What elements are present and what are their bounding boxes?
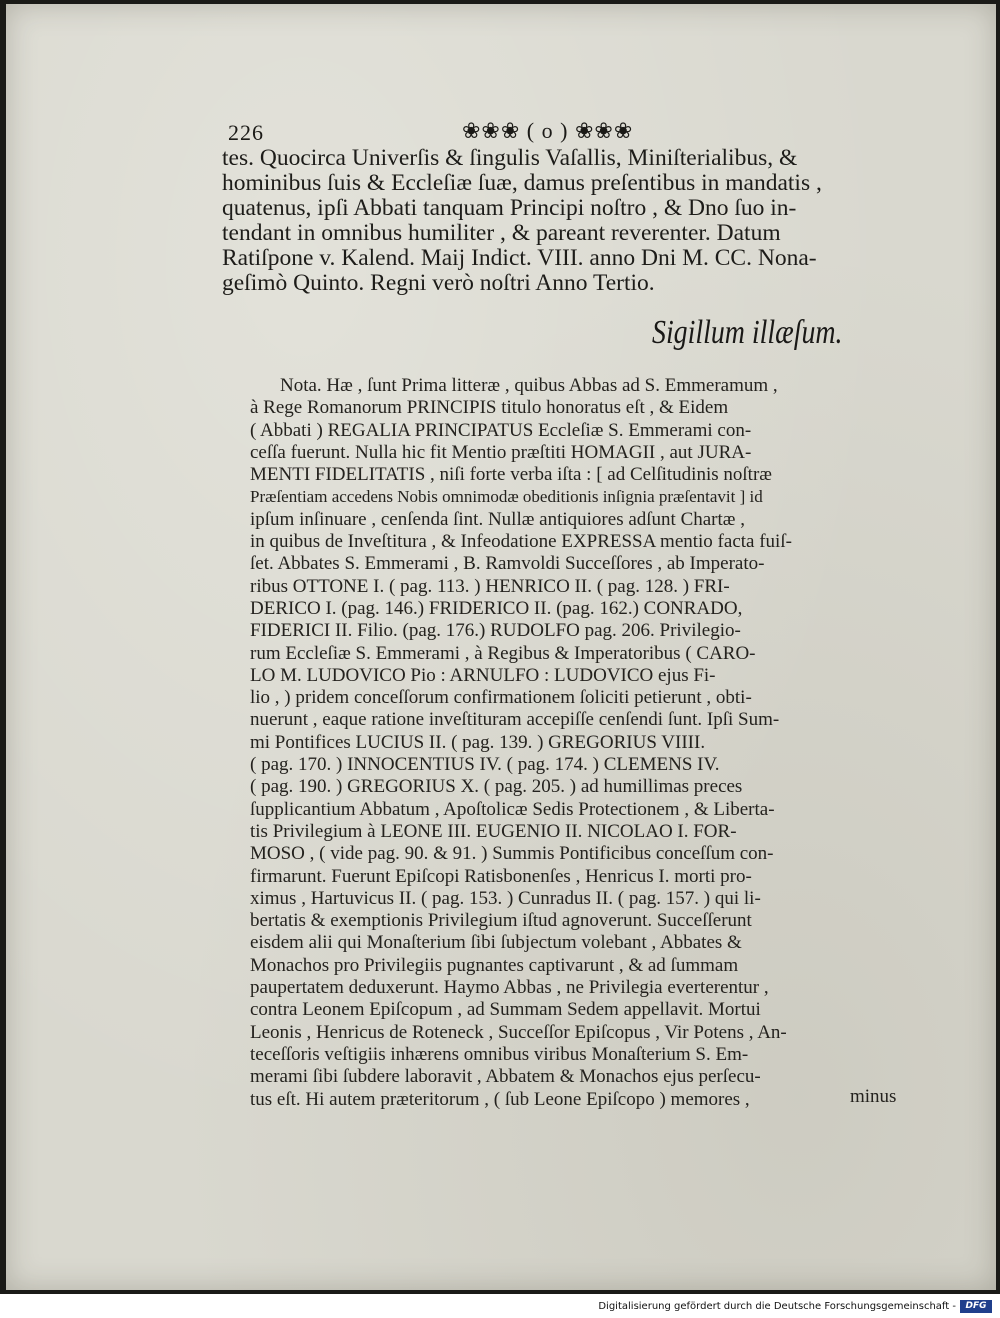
page-header <box>222 118 742 148</box>
main-line: quatenus, ipſi Abbati tanquam Principi noſtro , & Dno ſuo in- <box>222 195 797 221</box>
nota-line: MENTI FIDELITATIS , niſi forte verba iſta : [ ad Celſitudinis noſtræ <box>250 464 772 486</box>
nota-line: mi Pontifices LUCIUS II. ( pag. 139. ) GREGORIUS VIIII. <box>250 731 706 753</box>
main-line: Ratiſpone v. Kalend. Maij Indict. VIII. anno Dni M. CC. Nona- <box>222 245 817 271</box>
catchword: minus <box>850 1086 897 1107</box>
nota-line: tis Privilegium à LEONE III. EUGENIO II. NICOLAO I. FOR- <box>250 820 737 842</box>
nota-line: ribus OTTONE I. ( pag. 113. ) HENRICO II. ( pag. 128. ) FRI- <box>250 575 730 597</box>
nota-line: Monachos pro Privilegiis pugnantes captivarunt , & ad ſummam <box>250 954 739 976</box>
page-number: 226 <box>228 120 264 145</box>
funding-notice: Digitalisierung gefördert durch die Deutsche Forschungsgemeinschaft - <box>598 1301 956 1312</box>
nota-line: paupertatem deduxerunt. Haymo Abbas , ne Privilegia everterentur , <box>250 977 769 999</box>
nota-line: rum Eccleſiæ S. Emmerami , à Regibus & Imperatoribus ( CARO- <box>250 642 756 664</box>
nota-line: in quibus de Inveſtitura , & Infeodatione EXPRESSA mentio facta fuiſ- <box>250 531 792 553</box>
nota-line: MOSO , ( vide pag. 90. & 91. ) Summis Pontificibus conceſſum con- <box>250 843 774 865</box>
nota-block <box>250 375 910 1111</box>
sigillum-heading: Sigillum illæſum. <box>652 314 843 351</box>
nota-line: DERICO I. (pag. 146.) FRIDERICO II. (pag. 162.) CONRADO, <box>250 597 743 619</box>
nota-line: firmarunt. Fuerunt Epiſcopi Ratisbonenſes , Henricus I. morti pro- <box>250 865 752 887</box>
nota-line: tus eſt. Hi autem præteritorum , ( ſub Leone Epiſcopo ) memores , <box>250 1088 750 1110</box>
main-line: hominibus ſuis & Eccleſiæ ſuæ, damus preſentibus in mandatis , <box>222 170 822 196</box>
nota-line: LO M. LUDOVICO Pio : ARNULFO : LUDOVICO ejus Fi- <box>250 664 716 686</box>
nota-line: lio , ) pridem conceſſorum confirmationem ſoliciti petierunt , obti- <box>250 687 752 709</box>
nota-line: ceſſa fuerunt. Nulla hic fit Mentio præſtiti HOMAGII , aut JURA- <box>250 441 752 463</box>
nota-line: contra Leonem Epiſcopum , ad Summam Sedem appellavit. Mortui <box>250 999 761 1021</box>
nota-line: ( pag. 170. ) INNOCENTIUS IV. ( pag. 174. ) CLEMENS IV. <box>250 754 720 776</box>
main-line: geſimò Quinto. Regni verò noſtri Anno Tertio. <box>222 270 655 296</box>
nota-line: ( pag. 190. ) GREGORIUS X. ( pag. 205. ) ad humillimas preces <box>250 776 743 798</box>
main-line: tendant in omnibus humiliter , & pareant reverenter. Datum <box>222 220 781 246</box>
nota-line: bertatis & exemptionis Privilegium iſtud agnoverunt. Succeſſerunt <box>250 910 752 932</box>
nota-line: nuerunt , eaque ratione inveſtituram accepiſſe cenſendi ſunt. Ipſi Sum- <box>250 709 780 731</box>
nota-line: ſet. Abbates S. Emmerami , B. Ramvoldi Succeſſores , ab Imperato- <box>250 553 765 575</box>
nota-line: FIDERICI II. Filio. (pag. 176.) RUDOLFO pag. 206. Privilegio- <box>250 620 741 642</box>
nota-line: à Rege Romanorum PRINCIPIS titulo honoratus eſt , & Eidem <box>250 397 729 419</box>
nota-line: teceſſoris veſtigiis inhærens omnibus viribus Monaſterium S. Em- <box>250 1043 749 1065</box>
main-text-block <box>222 146 882 296</box>
nota-line: ipſum inſinuare , cenſenda ſint. Nullæ antiquiores adſunt Chartæ , <box>250 508 745 530</box>
nota-line: merami ſibi ſubdere laboravit , Abbatem & Monachos ejus perſecu- <box>250 1066 761 1088</box>
header-ornament: ❀❀❀ ( o ) ❀❀❀ <box>462 118 634 143</box>
nota-line: ximus , Hartuvicus II. ( pag. 153. ) Cunradus II. ( pag. 157. ) qui li- <box>250 887 761 909</box>
nota-line: ( Abbati ) REGALIA PRINCIPATUS Eccleſiæ S. Emmerami con- <box>250 419 752 441</box>
nota-line: Præſentiam accedens Nobis omnimodæ obeditionis inſignia præſentavit ] id <box>250 487 763 507</box>
main-line: tes. Quocirca Univerſis & ſingulis Vaſallis, Miniſterialibus, & <box>222 145 798 171</box>
nota-line: eisdem alii qui Monaſterium ſibi ſubjectum volebant , Abbates & <box>250 932 742 954</box>
nota-line: ſupplicantium Abbatum , Apoſtolicæ Sedis Protectionem , & Liberta- <box>250 798 775 820</box>
dfg-logo-icon[interactable]: DFG <box>960 1300 992 1313</box>
nota-line: Leonis , Henricus de Roteneck , Succeſſor Epiſcopus , Vir Potens , An- <box>250 1021 787 1043</box>
nota-line: Nota. Hæ , ſunt Prima litteræ , quibus Abbas ad S. Emmeramum , <box>280 375 778 396</box>
footer <box>0 1300 1000 1318</box>
